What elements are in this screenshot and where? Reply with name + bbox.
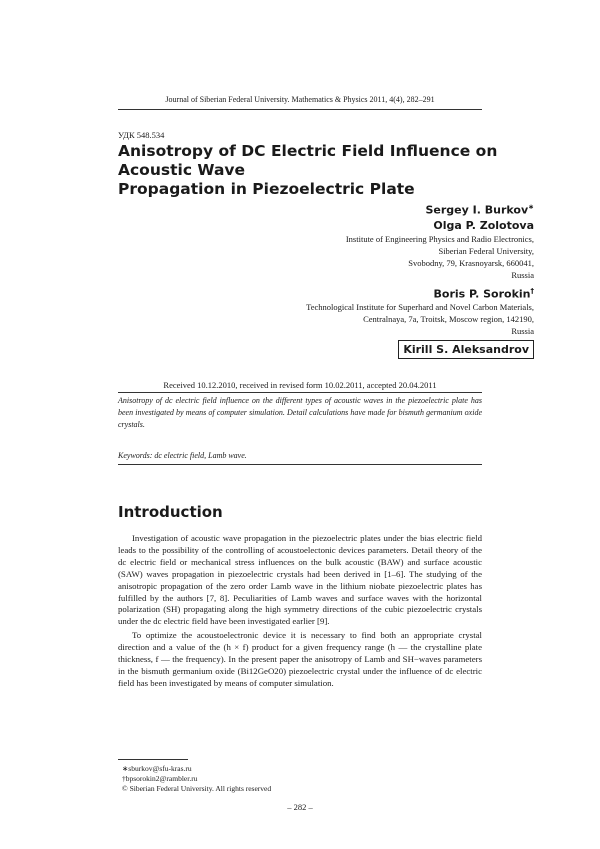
title-line-2: Propagation in Piezoelectric Plate bbox=[118, 180, 415, 198]
affiliation-1-line: Russia bbox=[511, 269, 534, 280]
affiliation-2 bbox=[214, 301, 534, 337]
footnotes bbox=[118, 759, 482, 794]
paragraph-1: Investigation of acoustic wave propagation in the piezoelectric plates under the bias electric field leads to the possibility of the controlling of acoustoelectonic devices parameters. Detail theory of the dc electric field or mechanical stress influences on the bulk acoustic (BAW) and surface acoustic (SAW) waves propagation in piezoelectric crystals had been derived in [1–6]. The studying of the anisotropic propagation of the zero order Lamb wave in the lithium niobate piezoelectric plates has fulfilled by the authors [7, 8]. Peculiarities of Lamb waves and surface waves with the horizontal polarization (SH) propagating along the high symmetry directions of the cubic piezoelectric crystals under the dc electric field have been investigated earlier [9]. bbox=[118, 533, 482, 627]
affiliation-1 bbox=[214, 233, 534, 281]
paper-title bbox=[118, 142, 498, 199]
affiliation-1-line: Institute of Engineering Physics and Radio Electronics, bbox=[345, 233, 534, 244]
author-3 bbox=[214, 284, 534, 302]
udk-code: УДК 548.534 bbox=[118, 130, 165, 140]
author-2-name: Olga P. Zolotova bbox=[433, 218, 534, 232]
affiliation-2-line: Technological Institute for Superhard and Novel Carbon Materials, bbox=[306, 302, 534, 313]
section-heading: Introduction bbox=[118, 503, 223, 521]
affiliation-2-line: Russia bbox=[511, 326, 534, 337]
body-text bbox=[118, 533, 482, 690]
authors-block bbox=[214, 200, 534, 359]
author-4 bbox=[214, 340, 534, 359]
author-1-mark: ∗ bbox=[528, 203, 534, 211]
affiliation-2-line: Centralnaya, 7a, Troitsk, Moscow region, 142190, bbox=[363, 314, 534, 325]
abstract-block bbox=[118, 392, 482, 465]
received-dates: Received 10.12.2010, received in revised form 10.02.2011, accepted 20.04.2011 bbox=[163, 380, 437, 390]
author-3-name: Boris P. Sorokin bbox=[433, 287, 531, 301]
title-line-1: Anisotropy of DC Electric Field Influence on Acoustic Wave bbox=[118, 142, 498, 179]
footnote-rule bbox=[118, 759, 188, 760]
abstract-text: Anisotropy of dc electric field influence on the different types of acoustic waves in the piezoelectric plate has been investigated by means of computer simulation. Detail calculations have made for bismuth germanium oxide crystals. bbox=[118, 396, 482, 429]
footnote-email-2: †bpsorokin2@rambler.ru bbox=[122, 774, 198, 783]
author-3-mark: † bbox=[530, 286, 534, 295]
footnote-email-1: ∗sburkov@sfu-kras.ru bbox=[122, 764, 192, 773]
author-2 bbox=[214, 218, 534, 233]
author-4-name: Kirill S. Aleksandrov bbox=[398, 340, 534, 359]
affiliation-1-line: Svobodny, 79, Krasnoyarsk, 660041, bbox=[408, 257, 534, 268]
author-1 bbox=[214, 200, 534, 218]
affiliation-1-line: Siberian Federal University, bbox=[438, 245, 534, 256]
paragraph-2: To optimize the acoustoelectronic device it is necessary to find both an appropriate crystal direction and a value of the (h × f) product for a given frequency range (h — the crystalline plate thickness, f — the frequency). In the present paper the anisotropy of Lamb and SH−waves parameters in the bismuth germanium oxide (Bi12GeO20) piezoelectric crystal under the influence of dc electric field has been investigated by means of computer simulation. bbox=[118, 630, 482, 688]
keywords: Keywords: dc electric field, Lamb wave. bbox=[118, 451, 247, 460]
footnote-copyright: © Siberian Federal University. All rights reserved bbox=[122, 784, 272, 793]
page-number: – 282 – bbox=[287, 802, 313, 812]
journal-header: Journal of Siberian Federal University. Mathematics & Physics 2011, 4(4), 282–291 bbox=[118, 95, 482, 110]
author-1-name: Sergey I. Burkov bbox=[425, 203, 529, 217]
